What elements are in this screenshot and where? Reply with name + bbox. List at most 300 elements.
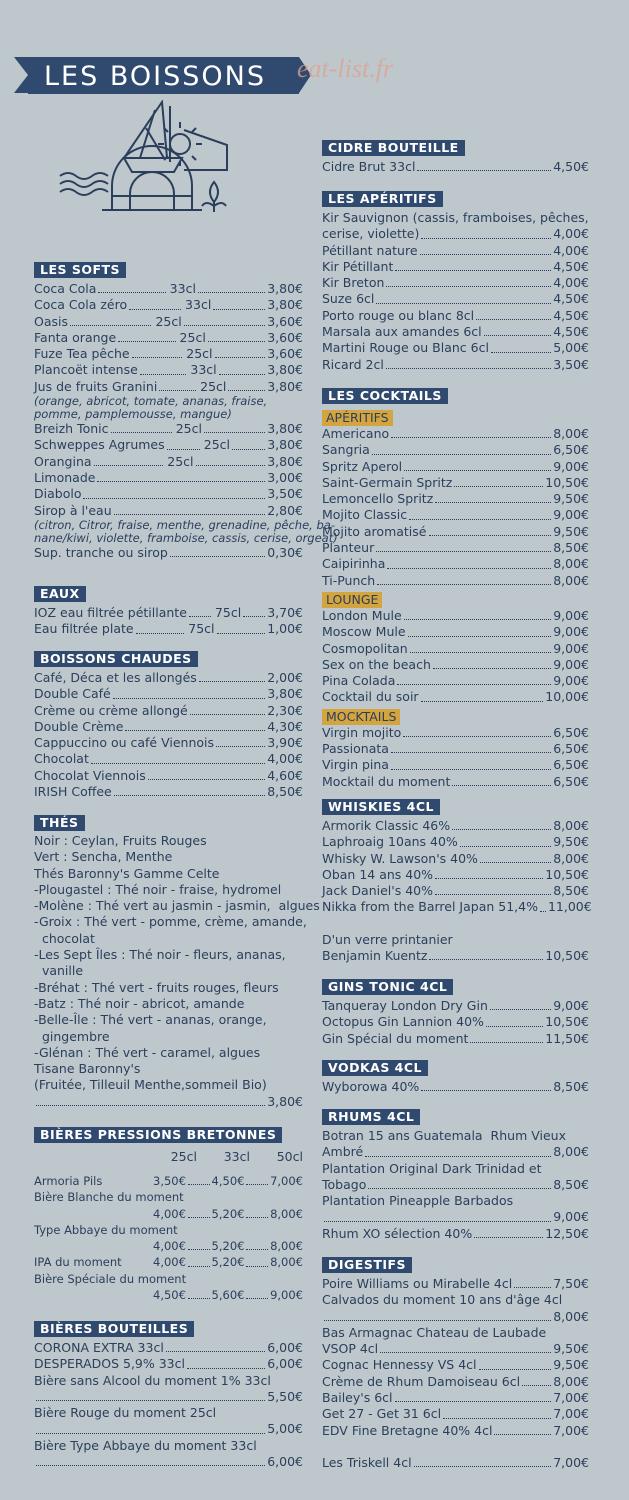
watermark: eat-list.fr	[297, 54, 394, 83]
menu-item	[322, 641, 589, 657]
item-price: 8,00€	[553, 1144, 589, 1160]
item-price: 4,60€	[267, 767, 303, 783]
menu-item	[322, 948, 589, 964]
item-price: 8,00€	[553, 1308, 589, 1324]
dot-leader	[391, 769, 551, 770]
beer-price: 5,20€	[211, 1239, 245, 1254]
item-name: Jus de fruits Granini	[34, 378, 158, 394]
item-name: VSOP 4cl	[322, 1341, 379, 1357]
dot-leader	[368, 1188, 551, 1189]
item-name: Sup. tranche ou sirop	[34, 544, 168, 560]
menu-item	[322, 818, 589, 834]
item-price: 6,00€	[267, 1340, 303, 1355]
item-price: 12,50€	[545, 1225, 589, 1241]
item-price: 7,00€	[553, 1390, 589, 1406]
menu-item	[322, 1144, 589, 1160]
menu-item	[34, 297, 303, 313]
item-price: 9,00€	[553, 607, 589, 623]
item-name: Mojito aromatisé	[322, 523, 427, 539]
beer-col-50cl: 50cl	[276, 1149, 303, 1164]
item-price: 10,50€	[545, 948, 589, 964]
beer-price: 4,00€	[153, 1255, 186, 1270]
dot-leader	[217, 633, 266, 634]
item-name: Les Triskell 4cl	[322, 1454, 412, 1470]
item-description: chocolat	[34, 930, 95, 946]
item-price: 9,00€	[553, 673, 589, 689]
beer-prices	[153, 1254, 303, 1270]
menu-item	[34, 703, 303, 719]
dot-leader	[480, 862, 551, 863]
item-name: Rhum XO sélection 40%	[322, 1225, 473, 1241]
item-price: 9,00€	[553, 507, 589, 523]
dot-leader	[184, 325, 265, 326]
item-name: Moscow Mule	[322, 624, 406, 640]
menu-item	[34, 719, 303, 735]
item-description: Plantation Pineapple Barbados	[322, 1193, 514, 1209]
item-description: -Batz : Thé noir - abricot, amande	[34, 995, 245, 1011]
section-body	[322, 998, 589, 1047]
menu-item	[322, 259, 589, 275]
item-name: Mocktail du moment	[322, 773, 451, 789]
dot-leader	[36, 1400, 265, 1401]
dot-leader	[365, 1156, 551, 1157]
dot-leader	[198, 292, 265, 293]
item-name: Cocktail du soir	[322, 689, 419, 705]
menu-item	[322, 657, 589, 673]
dot-leader	[166, 1351, 265, 1352]
item-price: 3,60€	[267, 313, 303, 329]
dot-leader	[118, 341, 175, 342]
item-description: Calvados du moment 10 ans d'âge 4cl	[322, 1292, 563, 1308]
dot-leader	[470, 1042, 543, 1043]
menu-item	[322, 159, 589, 175]
dot-leader	[243, 616, 265, 617]
dot-leader	[213, 309, 265, 310]
dot-leader	[404, 619, 552, 620]
page-title: LES BOISSONS	[44, 61, 266, 92]
section-body	[34, 605, 303, 638]
beer-name: Bière Spéciale du moment	[34, 1271, 187, 1286]
beer-name: IPA du moment	[34, 1255, 122, 1270]
item-name: Marsala aux amandes 6cl	[322, 324, 482, 340]
dot-leader	[372, 454, 551, 455]
dot-leader	[397, 684, 551, 685]
menu-item	[322, 741, 589, 757]
item-size: 25cl	[167, 453, 194, 469]
item-price: 9,50€	[553, 1357, 589, 1373]
item-note: (orange, abricot, tomate, ananas, fraise,	[34, 394, 268, 409]
dot-leader	[395, 270, 551, 271]
item-price: 4,00€	[553, 226, 589, 242]
menu-item	[322, 1406, 589, 1422]
dot-leader	[113, 698, 265, 699]
menu-item	[34, 421, 303, 437]
menu-item	[322, 1177, 589, 1193]
item-description: -Bréhat : Thé vert - fruits rouges, fleurs	[34, 979, 279, 995]
item-name: EDV Fine Bretagne 40% 4cl	[322, 1422, 493, 1438]
item-name: London Mule	[322, 607, 402, 623]
section-title: VODKAS 4CL	[322, 1060, 428, 1076]
menu-item	[34, 437, 303, 453]
section-title: LES COCKTAILS	[322, 388, 448, 404]
section-title: BIÈRES PRESSIONS BRETONNES	[34, 1127, 282, 1143]
dot-leader	[228, 390, 265, 391]
section-title: LES SOFTS	[34, 262, 126, 278]
section-body	[34, 1340, 303, 1470]
menu-item	[34, 330, 303, 346]
item-price: 10,00€	[545, 689, 589, 705]
item-name: Whisky W. Lawson's 40%	[322, 850, 478, 866]
dot-leader	[114, 795, 265, 796]
item-price: 10,50€	[545, 474, 589, 490]
beer-row	[34, 1173, 303, 1189]
beer-price: 8,00€	[270, 1239, 303, 1254]
item-price: 3,80€	[267, 281, 304, 296]
menu-item	[322, 834, 589, 850]
menu-item	[322, 475, 589, 491]
menu-item	[322, 1031, 589, 1047]
menu-item	[322, 624, 589, 640]
dot-leader	[494, 1434, 551, 1435]
item-name: Cosmopolitan	[322, 640, 408, 656]
section-vodkas	[322, 1057, 589, 1095]
dot-leader	[429, 959, 543, 960]
menu-item	[322, 226, 589, 242]
menu-item	[34, 621, 303, 637]
item-description: vanille	[34, 963, 84, 979]
item-note: pomme, pamplemousse, mangue)	[34, 407, 232, 422]
menu-item	[322, 1014, 589, 1030]
item-price: 4,50€	[553, 324, 589, 340]
item-name: Tanqueray London Dry Gin	[322, 998, 488, 1013]
item-description: Plantation Original Dark Trinidad et	[322, 1160, 542, 1176]
item-name: Kir Pétillant	[322, 258, 394, 274]
item-name: Ti-Punch	[322, 572, 376, 588]
menu-item	[34, 751, 303, 767]
subheading: APÉRITIFS	[322, 410, 393, 426]
item-price: 3,80€	[267, 362, 304, 378]
dot-leader	[404, 470, 551, 471]
section-bieres-pressions	[34, 1124, 303, 1303]
dot-leader	[376, 551, 551, 552]
item-name: Martini Rouge ou Blanc 6cl	[322, 340, 489, 356]
spacer	[322, 916, 589, 932]
item-price: 3,80€	[267, 297, 304, 313]
item-description: Bas Armagnac Chateau de Laubade	[322, 1324, 547, 1340]
beer-price: 8,00€	[270, 1206, 303, 1221]
section-title: DIGESTIFS	[322, 1257, 412, 1273]
menu-item	[34, 1421, 303, 1437]
item-description: -Groix : Thé vert - pomme, crème, amande,	[34, 914, 307, 930]
item-price: 6,50€	[553, 442, 589, 458]
menu-item	[34, 454, 303, 470]
dot-leader	[421, 238, 551, 239]
item-name: Plancoët intense	[34, 362, 138, 378]
item-description: gingembre	[34, 1028, 110, 1044]
dot-leader	[170, 556, 265, 557]
item-price: 9,50€	[553, 834, 589, 850]
dot-leader	[208, 341, 265, 342]
item-price: 4,50€	[553, 307, 589, 323]
dot-leader	[377, 584, 551, 585]
subheading-wrap	[322, 407, 589, 426]
dot-leader	[246, 1266, 268, 1267]
menu-item	[322, 540, 589, 556]
item-description: -Belle-Île : Thé vert - ananas, orange,	[34, 1012, 267, 1028]
item-price: 8,50€	[267, 784, 303, 800]
item-description: -Les Sept Îles : Thé noir - fleurs, ananas,	[34, 947, 286, 963]
section-body	[322, 407, 589, 790]
item-name: cerise, violette)	[322, 226, 420, 242]
menu-item	[322, 275, 589, 291]
section-body	[34, 833, 320, 1110]
item-name: Armorik Classic 46%	[322, 818, 451, 833]
item-name: Cappuccino ou café Viennois	[34, 735, 214, 751]
dot-leader	[187, 1368, 265, 1369]
item-name: Kir Breton	[322, 275, 385, 291]
dot-leader	[386, 286, 551, 287]
item-description: Noir : Ceylan, Fruits Rouges	[34, 833, 207, 848]
dot-leader	[129, 309, 181, 310]
item-price: 4,50€	[553, 159, 589, 174]
item-description: Bière sans Alcool du moment 1% 33cl	[34, 1372, 271, 1388]
item-price: 9,00€	[553, 640, 589, 656]
item-name: Diabolo	[34, 486, 82, 502]
item-name: Chocolat	[34, 751, 89, 767]
item-name: Tobago	[322, 1176, 367, 1192]
section-body	[322, 1276, 589, 1471]
item-name: Breizh Tonic	[34, 421, 109, 437]
dot-leader	[387, 568, 551, 569]
dot-leader	[132, 357, 183, 358]
dot-leader	[460, 846, 551, 847]
dot-leader	[97, 481, 265, 482]
dot-leader	[433, 668, 551, 669]
item-name: Virgin mojito	[322, 724, 402, 740]
item-size: 25cl	[203, 437, 231, 453]
beer-price: 9,00€	[270, 1288, 303, 1303]
dot-leader	[410, 652, 551, 653]
subheading: LOUNGE	[322, 592, 382, 608]
beer-spacer	[34, 1206, 153, 1222]
section-body	[322, 1128, 589, 1242]
menu-item	[322, 1226, 589, 1242]
dot-leader	[324, 1221, 551, 1222]
item-price: 6,50€	[553, 741, 589, 757]
item-price: 3,80€	[267, 686, 303, 702]
section-body	[34, 281, 338, 561]
dot-leader	[408, 636, 552, 637]
dot-leader	[421, 1090, 551, 1091]
dot-leader	[395, 1401, 552, 1402]
item-name: Passionata	[322, 741, 389, 757]
section-title: WHISKIES 4CL	[322, 799, 440, 815]
beer-name: Type Abbaye du moment	[34, 1222, 178, 1237]
item-price: 3,50€	[267, 486, 303, 502]
item-price: 9,00€	[553, 656, 589, 672]
dot-leader	[188, 1249, 210, 1250]
menu-item	[322, 851, 589, 867]
item-size: 33cl	[190, 362, 217, 378]
menu-item	[322, 1423, 589, 1439]
item-price: 4,00€	[553, 275, 589, 291]
item-description: D'un verre printanier	[322, 931, 453, 947]
item-name: Jack Daniel's 40%	[322, 883, 433, 899]
item-price: 6,50€	[553, 724, 589, 740]
dot-leader	[376, 303, 551, 304]
dot-leader	[199, 681, 265, 682]
item-name: Crème ou crème allongé	[34, 702, 188, 718]
item-description: -Plougastel : Thé noir - fraise, hydromel	[34, 881, 282, 897]
dot-leader	[420, 254, 552, 255]
beer-price: 5,60€	[211, 1288, 245, 1303]
menu-item	[34, 503, 303, 519]
beer-spacer	[34, 1238, 153, 1254]
item-price: 9,00€	[553, 998, 589, 1013]
dot-leader	[435, 878, 543, 879]
item-name: Café, Déca et les allongés	[34, 670, 197, 685]
item-name: Coca Cola zéro	[34, 297, 128, 313]
dot-leader	[188, 1184, 210, 1185]
title-banner-notch	[14, 57, 28, 93]
menu-item	[34, 314, 303, 330]
section-body	[322, 159, 589, 175]
item-size: 25cl	[200, 378, 227, 394]
beer-price: 5,20€	[211, 1255, 245, 1270]
item-name: CORONA EXTRA 33cl	[34, 1340, 164, 1355]
menu-item	[322, 324, 589, 340]
dot-leader	[476, 319, 551, 320]
menu-item	[322, 1455, 589, 1471]
dot-leader	[148, 779, 265, 780]
menu-item	[322, 1357, 589, 1373]
menu-item	[34, 470, 303, 486]
dot-leader	[189, 616, 211, 617]
dot-leader	[219, 374, 266, 375]
item-name: Spritz Aperol	[322, 458, 403, 474]
section-body	[322, 210, 589, 373]
item-size: 25cl	[186, 346, 213, 362]
beer-prices	[153, 1238, 303, 1254]
item-price: 7,00€	[553, 1454, 589, 1470]
menu-item	[322, 491, 589, 507]
item-name: Ricard 2cl	[322, 356, 384, 372]
dot-leader	[36, 1465, 265, 1466]
item-price: 4,30€	[267, 718, 303, 734]
item-price: 6,50€	[553, 757, 589, 773]
item-description: Thés Baronny's Gamme Celte	[34, 865, 220, 881]
dot-leader	[83, 498, 265, 499]
item-size: 33cl	[185, 297, 212, 313]
item-price: 8,00€	[553, 426, 589, 441]
item-price: 8,50€	[553, 883, 589, 899]
dot-leader	[522, 1385, 551, 1386]
item-price: 5,00€	[553, 340, 589, 356]
dot-leader	[136, 633, 185, 634]
item-price: 11,00€	[547, 899, 592, 915]
beer-price: 4,00€	[153, 1239, 186, 1254]
menu-item	[34, 784, 303, 800]
section-thes	[34, 812, 320, 1110]
dot-leader	[474, 1237, 543, 1238]
item-price: 6,00€	[267, 1454, 303, 1470]
item-price: 8,50€	[553, 1079, 589, 1094]
menu-item	[322, 998, 589, 1014]
dot-leader	[204, 432, 265, 433]
section-title: THÉS	[34, 815, 85, 831]
item-note: (citron, Citror, fraise, menthe, grenadine, pêche, ba-	[34, 517, 335, 532]
beer-price: 4,50€	[153, 1288, 186, 1303]
item-price: 6,00€	[267, 1356, 303, 1372]
item-price: 4,50€	[553, 258, 589, 274]
item-name: Cognac Hennessy VS 4cl	[322, 1357, 477, 1373]
beer-row	[34, 1238, 303, 1254]
dot-leader	[324, 1320, 551, 1321]
item-name: Laphroaig 10ans 40%	[322, 834, 458, 850]
item-description: (Fruitée, Tilleuil Menthe,sommeil Bio)	[34, 1077, 267, 1093]
beer-col-25cl: 25cl	[170, 1149, 197, 1164]
item-price: 8,00€	[553, 850, 589, 866]
dot-leader	[435, 894, 551, 895]
item-name: IOZ eau filtrée pétillante	[34, 605, 187, 620]
menu-item	[322, 899, 592, 915]
spacer	[322, 1439, 589, 1455]
dot-leader	[98, 292, 165, 293]
item-price: 8,00€	[553, 818, 589, 833]
item-name: Benjamin Kuentz	[322, 948, 428, 964]
dot-leader	[514, 1287, 551, 1288]
item-name: Get 27 - Get 31 6cl	[322, 1406, 442, 1422]
item-name: Sirop à l'eau	[34, 502, 112, 518]
item-price: 5,50€	[267, 1388, 303, 1404]
dot-leader	[491, 352, 551, 353]
item-price: 2,00€	[267, 670, 303, 685]
subheading-wrap	[322, 706, 589, 725]
item-price: 2,80€	[267, 502, 303, 518]
beer-spacer	[34, 1287, 153, 1303]
item-price: 8,00€	[553, 572, 589, 588]
item-price: 8,50€	[553, 1176, 589, 1192]
subheading: MOCKTAILS	[322, 709, 400, 725]
dot-leader	[246, 1298, 268, 1299]
dot-leader	[391, 752, 551, 753]
item-price: 3,70€	[267, 605, 303, 620]
item-price: 7,00€	[553, 1422, 589, 1438]
item-price: 3,80€	[267, 421, 303, 437]
beer-price: 5,20€	[211, 1206, 245, 1221]
dot-leader	[454, 486, 543, 487]
item-price: 4,00€	[553, 242, 589, 258]
dot-leader	[190, 714, 265, 715]
section-title: GINS TONIC 4CL	[322, 979, 453, 995]
dot-leader	[114, 514, 266, 515]
item-price: 3,80€	[267, 437, 303, 453]
menu-item	[322, 1374, 589, 1390]
item-name: DESPERADOS 5,9% 33cl	[34, 1356, 185, 1372]
dot-leader	[215, 357, 266, 358]
item-name: Americano	[322, 426, 390, 441]
beer-row	[34, 1206, 303, 1222]
dot-leader	[111, 432, 172, 433]
item-size: 33cl	[169, 281, 196, 296]
beer-price: 7,00€	[270, 1174, 303, 1188]
item-name: Sangria	[322, 442, 370, 458]
item-price: 9,00€	[553, 624, 589, 640]
item-price: 3,00€	[267, 469, 303, 485]
dot-leader	[159, 390, 196, 391]
section-cocktails	[322, 385, 589, 790]
menu-item	[34, 545, 303, 561]
